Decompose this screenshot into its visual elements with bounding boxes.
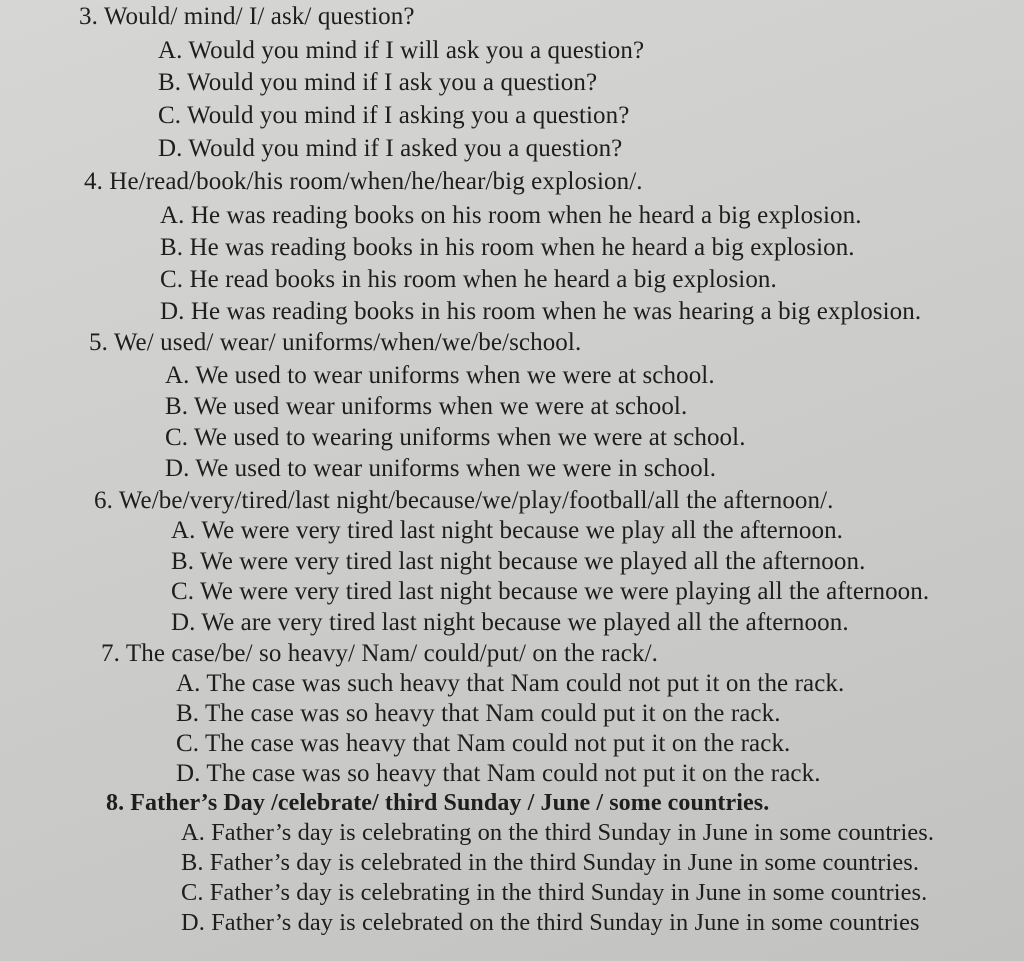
question-5-prompt: 5. We/ used/ wear/ uniforms/when/we/be/school. xyxy=(89,329,582,356)
question-4-option-c: C. He read books in his room when he heard a big explosion. xyxy=(160,266,777,293)
question-6-option-b: B. We were very tired last night because we played all the afternoon. xyxy=(171,548,866,575)
question-7-option-b: B. The case was so heavy that Nam could put it on the rack. xyxy=(176,700,781,727)
question-8-option-c: C. Father’s day is celebrating in the third Sunday in June in some countries. xyxy=(181,879,928,906)
question-8-prompt: 8. Father’s Day /celebrate/ third Sunday / June / some countries. xyxy=(106,790,770,816)
question-8-option-a: A. Father’s day is celebrating on the third Sunday in June in some countries. xyxy=(181,819,935,846)
question-4-option-a: A. He was reading books on his room when he heard a big explosion. xyxy=(160,202,862,229)
question-4-option-d: D. He was reading books in his room when he was hearing a big explosion. xyxy=(160,298,922,325)
question-3-option-d: D. Would you mind if I asked you a question? xyxy=(158,135,623,162)
question-6-option-c: C. We were very tired last night because we were playing all the afternoon. xyxy=(171,578,930,605)
question-8-option-b: B. Father’s day is celebrated in the third Sunday in June in some countries. xyxy=(181,849,920,876)
question-7-option-c: C. The case was heavy that Nam could not put it on the rack. xyxy=(176,730,791,757)
question-5-option-d: D. We used to wear uniforms when we were in school. xyxy=(165,455,717,482)
question-7-option-d: D. The case was so heavy that Nam could not put it on the rack. xyxy=(176,760,821,787)
question-3-prompt: 3. Would/ mind/ I/ ask/ question? xyxy=(79,3,415,30)
question-5-option-a: A. We used to wear uniforms when we were at school. xyxy=(165,362,715,389)
question-6-option-a: A. We were very tired last night because we play all the afternoon. xyxy=(171,517,844,544)
question-5-option-b: B. We used wear uniforms when we were at school. xyxy=(165,393,688,420)
question-5-option-c: C. We used to wearing uniforms when we were at school. xyxy=(165,424,746,451)
question-6-prompt: 6. We/be/very/tired/last night/because/we/play/football/all the afternoon/. xyxy=(94,487,834,514)
question-8-option-d: D. Father’s day is celebrated on the third Sunday in June in some countries xyxy=(181,909,920,936)
question-7-prompt: 7. The case/be/ so heavy/ Nam/ could/put/ on the rack/. xyxy=(101,640,658,667)
question-6-option-d: D. We are very tired last night because we played all the afternoon. xyxy=(171,609,849,636)
question-4-prompt: 4. He/read/book/his room/when/he/hear/big explosion/. xyxy=(84,168,643,195)
question-3-option-b: B. Would you mind if I ask you a question? xyxy=(158,69,598,96)
question-3-option-a: A. Would you mind if I will ask you a question? xyxy=(158,37,645,64)
question-4-option-b: B. He was reading books in his room when he heard a big explosion. xyxy=(160,234,855,261)
question-7-option-a: A. The case was such heavy that Nam could not put it on the rack. xyxy=(176,670,845,697)
question-3-option-c: C. Would you mind if I asking you a question? xyxy=(158,102,630,129)
